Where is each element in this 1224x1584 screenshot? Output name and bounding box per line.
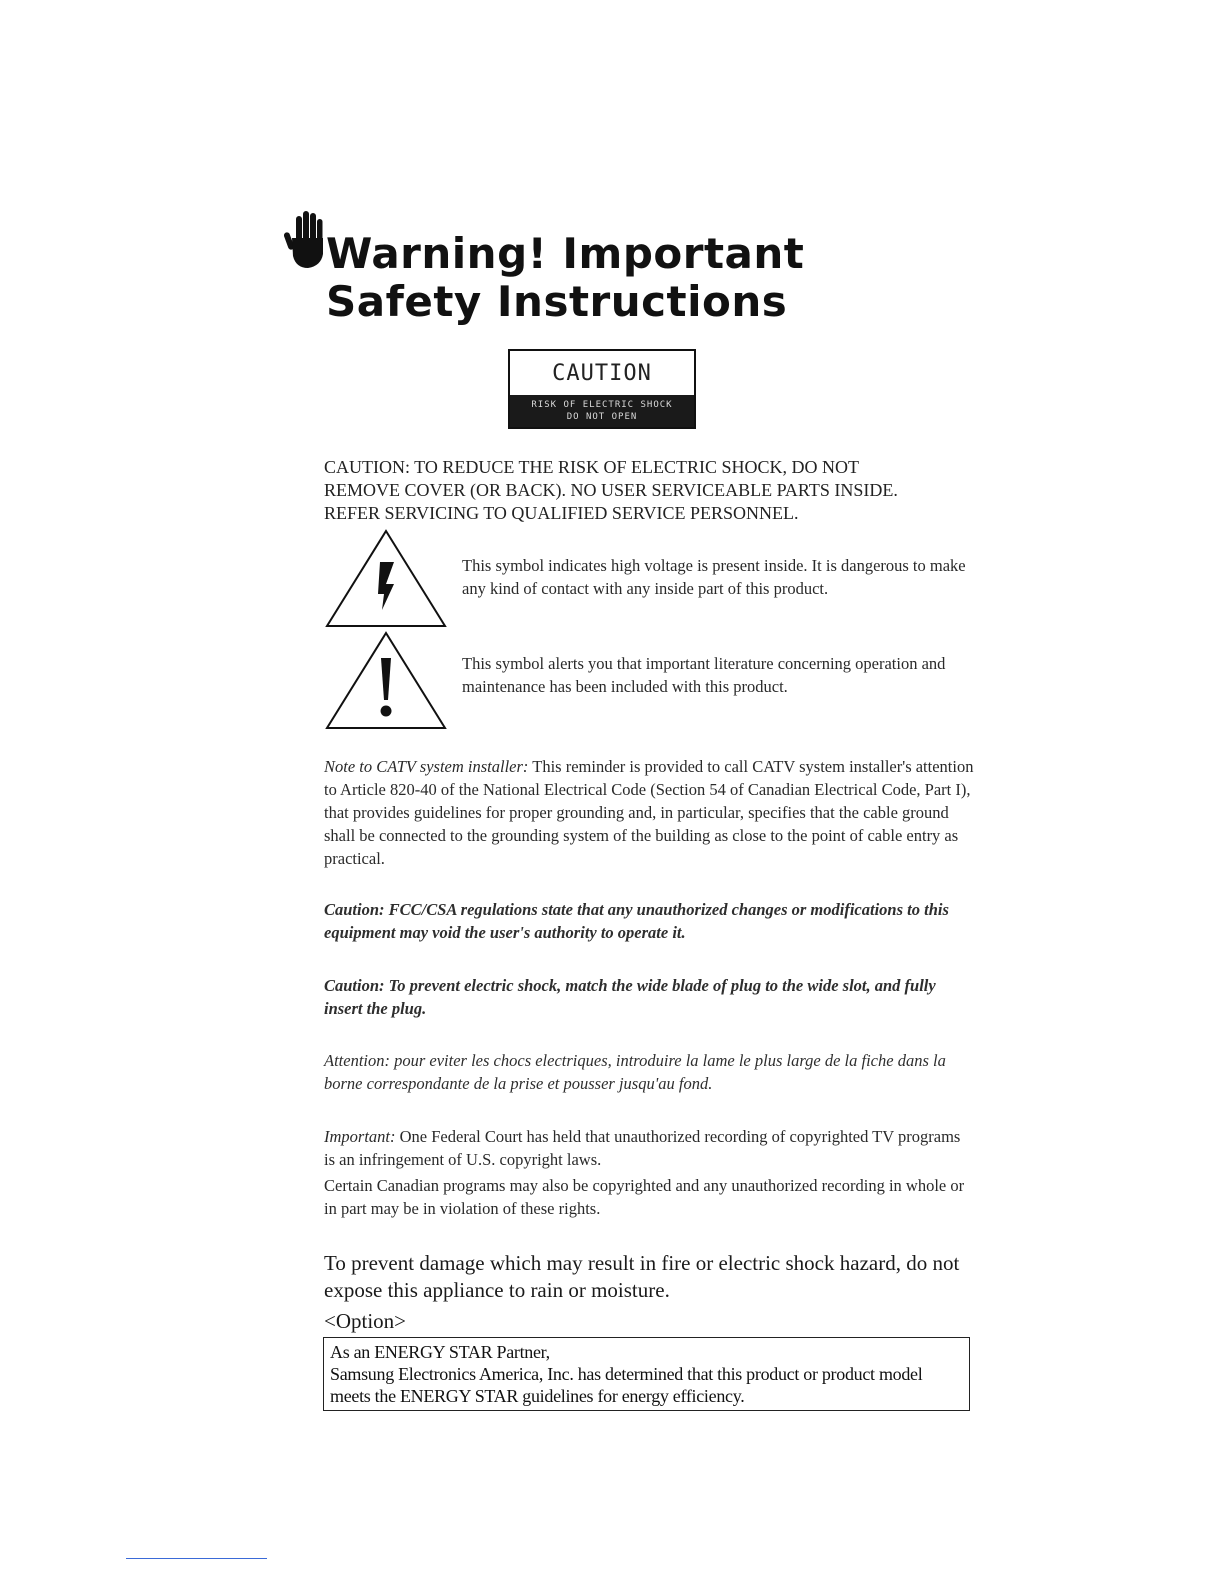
title-line-2: Safety Instructions (326, 277, 788, 326)
caution-label-line-2: DO NOT OPEN (566, 412, 638, 422)
high-voltage-warning-icon (324, 528, 448, 628)
energy-star-box (323, 1337, 970, 1411)
title-line-1: Warning! Important (326, 229, 805, 278)
canadian-note: Certain Canadian programs may also be copyrighted and any unauthorized recording in whole or in part may be in violation of these rights. (324, 1176, 965, 1218)
important-body: One Federal Court has held that unauthorized recording of copyrighted TV programs is an infringement of U.S. copyright laws. (324, 1127, 961, 1169)
catv-note (324, 755, 974, 870)
fcc-caution: Caution: FCC/CSA regulations state that any unauthorized changes or modifications to this equipment may void the user's authority to operate it. (324, 900, 949, 942)
plug-caution: Caution: To prevent electric shock, match the wide blade of plug to the wide slot, and fully insert the plug. (324, 976, 936, 1018)
page-title (326, 230, 804, 326)
caution-line-2: REMOVE COVER (OR BACK). NO USER SERVICEABLE PARTS INSIDE. (324, 480, 898, 500)
attention-french: Attention: pour eviter les chocs electriques, introduire la lame le plus large de la fiche dans la borne correspondante de la prise et pousser jusqu'au fond. (324, 1051, 946, 1093)
caution-label (508, 349, 696, 429)
caution-line-1: CAUTION: TO REDUCE THE RISK OF ELECTRIC SHOCK, DO NOT (324, 457, 860, 477)
hand-stop-icon (284, 210, 328, 272)
catv-note-lead: Note to CATV system installer: (324, 757, 529, 776)
exclamation-warning-icon (324, 630, 448, 730)
important-note (324, 1125, 974, 1171)
energy-star-line-1: As an ENERGY STAR Partner, (330, 1342, 550, 1362)
high-voltage-description: This symbol indicates high voltage is present inside. It is dangerous to make any kind of contact with any inside part of this product. (462, 556, 966, 598)
caution-label-line-1: RISK OF ELECTRIC SHOCK (531, 400, 673, 410)
footer-divider (126, 1558, 267, 1559)
important-lead: Important: (324, 1127, 396, 1146)
caution-line-3: REFER SERVICING TO QUALIFIED SERVICE PERSONNEL. (324, 503, 799, 523)
energy-star-line-2: Samsung Electronics America, Inc. has determined that this product or product model meets the ENERGY STAR guidelines for energy efficiency. (330, 1364, 923, 1406)
caution-paragraph (324, 456, 964, 525)
caution-label-band (510, 395, 694, 427)
catv-note-body: This reminder is provided to call CATV system installer's attention to Article 820-40 of the National Electrical Code (Section 54 of Canadian Electrical Code, Part I), that provides guidelines for proper grounding and, in particular, specifies that the cable ground shall be connected to the grounding system of the building as close to the point of cable entry as practical. (324, 757, 974, 868)
option-label: <Option> (324, 1309, 407, 1333)
attention-description: This symbol alerts you that important literature concerning operation and maintenance has been included with this product. (462, 654, 946, 696)
caution-label-title: CAUTION (552, 361, 652, 386)
fire-warning: To prevent damage which may result in fire or electric shock hazard, do not expose this appliance to rain or moisture. (324, 1251, 960, 1302)
